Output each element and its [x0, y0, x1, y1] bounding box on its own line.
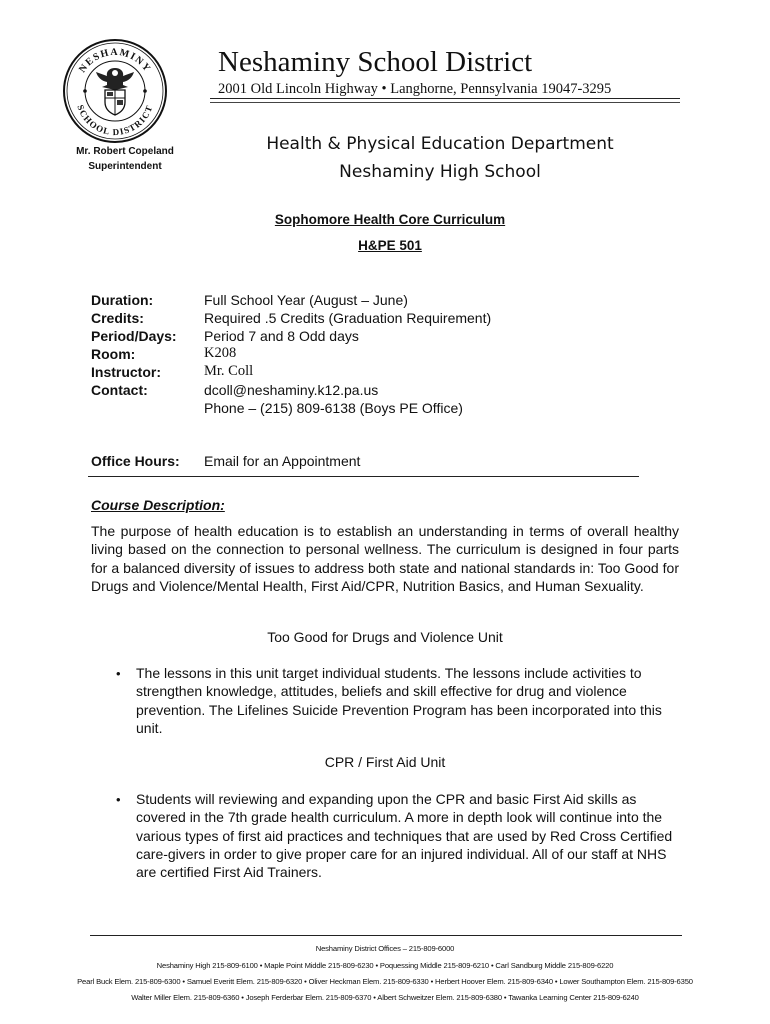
course-code: H&PE 501: [358, 238, 422, 253]
course-description-heading: Course Description:: [91, 497, 225, 513]
instructor-value: Mr. Coll: [204, 363, 254, 379]
footer-elementary-schools: Pearl Buck Elem. 215-809-6300 • Samuel Everitt Elem. 215-809-6320 • Oliver Heckman Elem. 215-809-6330 • Herbert Hoover Elem. 215-809-6340 • Lower Southampton Elem. 215-809-6350: [77, 977, 693, 986]
section-divider: [88, 476, 639, 477]
district-name: Neshaminy School District: [218, 46, 533, 78]
footer-rule: [90, 935, 682, 936]
unit-description: Students will reviewing and expanding upon the CPR and basic First Aid skills as covered in the 7th grade health curriculum. A more in depth look will continue into the various types of first aid practices and techniques that are used by Red Cross Certified care-givers in order to give proper care for an injured individual. All of our staff at NHS are certified First Aid Trainers.: [136, 791, 673, 881]
instructor-label: Instructor:: [91, 364, 161, 380]
unit-title: Too Good for Drugs and Violence Unit: [267, 629, 503, 645]
district-address: 2001 Old Lincoln Highway • Langhorne, Pennsylvania 19047-3295: [218, 81, 612, 97]
office-hours-label: Office Hours:: [91, 453, 180, 469]
header-rule: [210, 98, 680, 99]
footer-more-schools: Walter Miller Elem. 215-809-6360 • Joseph Ferderbar Elem. 215-809-6370 • Albert Schweitzer Elem. 215-809-6380 • Tawanka Learning Center 215-809-6240: [131, 993, 639, 1002]
superintendent-title: Superintendent: [88, 161, 162, 172]
course-description-text: The purpose of health education is to establish an understanding in terms of overall healthy living based on the connection to personal wellness. The curriculum is designed in four parts for a balanced diversity of issues to address both state and national standards in: Too Good for Drugs and Violence/Mental Health, First Aid/CPR, Nutrition Basics, and Human Sexuality.: [91, 523, 679, 594]
period-label: Period/Days:: [91, 328, 177, 344]
header-rule-thin: [210, 102, 680, 103]
period-value: Period 7 and 8 Odd days: [204, 328, 359, 344]
credits-label: Credits:: [91, 310, 144, 326]
course-title: Sophomore Health Core Curriculum: [274, 212, 506, 227]
department-title: Health & Physical Education Department: [266, 134, 614, 154]
district-seal-logo: [62, 38, 168, 144]
duration-value: Full School Year (August – June): [204, 292, 408, 308]
bullet-icon: •: [116, 666, 121, 681]
superintendent-name: Mr. Robert Copeland: [76, 146, 174, 157]
room-value: K208: [204, 345, 237, 361]
unit-description: The lessons in this unit target individual students. The lessons include activities to strengthen knowledge, attitudes, beliefs and skill effective for drug and violence prevention. The Lifelines Suicide Prevention Program has been incorporated into this unit.: [136, 665, 662, 736]
unit-title: CPR / First Aid Unit: [324, 754, 446, 770]
duration-label: Duration:: [91, 292, 154, 308]
seal-top-text: NESHAMINY: [77, 46, 153, 75]
seal-bottom-text: SCHOOL DISTRICT: [75, 103, 155, 138]
school-name: Neshaminy High School: [339, 162, 541, 182]
contact-email[interactable]: dcoll@neshaminy.k12.pa.us: [204, 382, 379, 398]
bullet-icon: •: [116, 792, 121, 807]
room-label: Room:: [91, 346, 136, 362]
footer-district-offices: Neshaminy District Offices – 215-809-6000: [315, 944, 455, 953]
credits-value: Required .5 Credits (Graduation Requirement): [204, 310, 492, 326]
contact-phone: Phone – (215) 809-6138 (Boys PE Office): [204, 400, 463, 416]
office-hours-value: Email for an Appointment: [204, 453, 361, 469]
contact-label: Contact:: [91, 382, 148, 398]
footer-secondary-schools: Neshaminy High 215-809-6100 • Maple Point Middle 215-809-6230 • Poquessing Middle 215-809-6210 • Carl Sandburg Middle 215-809-6220: [156, 961, 614, 970]
